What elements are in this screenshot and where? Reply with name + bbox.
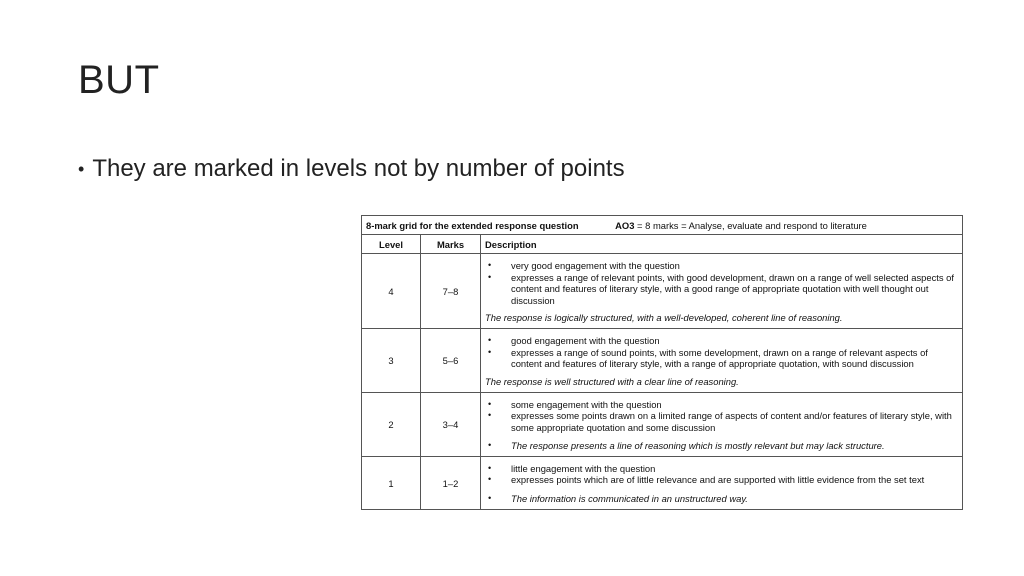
level-cell: 3 xyxy=(362,329,421,393)
table-row xyxy=(362,254,963,329)
column-header-description: Description xyxy=(481,235,963,254)
marks-cell: 1–2 xyxy=(421,457,481,510)
description-cell xyxy=(481,393,963,457)
table-row xyxy=(362,393,963,457)
list-item: • little engagement with the question xyxy=(485,463,958,475)
table-row xyxy=(362,329,963,393)
mark-grid-table xyxy=(361,215,963,510)
column-header-row xyxy=(362,235,963,254)
list-item: • expresses some points drawn on a limited range of aspects of content and/or features of literary style, with some appropriate quotation and some discussion xyxy=(485,410,958,433)
marks-cell: 5–6 xyxy=(421,329,481,393)
ao3-text: = 8 marks = Analyse, evaluate and respond to literature xyxy=(637,219,867,231)
marks-cell: 7–8 xyxy=(421,254,481,329)
description-cell xyxy=(481,457,963,510)
list-item: • very good engagement with the question xyxy=(485,260,958,272)
marks-cell: 3–4 xyxy=(421,393,481,457)
level-cell: 1 xyxy=(362,457,421,510)
bullet-point xyxy=(78,155,625,183)
level-cell: 2 xyxy=(362,393,421,457)
level-cell: 4 xyxy=(362,254,421,329)
reasoning-summary: • The information is communicated in an unstructured way. xyxy=(485,493,958,505)
reasoning-summary: The response is well structured with a clear line of reasoning. xyxy=(485,375,739,387)
description-cell xyxy=(481,329,963,393)
ao3-label: AO3 xyxy=(615,219,635,231)
reasoning-summary: • The response presents a line of reasoning which is mostly relevant but may lack structure. xyxy=(485,440,958,452)
list-item: • some engagement with the question xyxy=(485,399,958,411)
bullet-dot-icon: • xyxy=(78,158,85,179)
column-header-level: Level xyxy=(362,235,421,254)
list-item: • expresses a range of sound points, with some development, drawn on a range of relevant aspects of content and features of literary style, with a range of appropriate quotation, with sound discussion xyxy=(485,347,958,370)
grid-heading-row xyxy=(362,216,963,235)
slide-title: BUT xyxy=(78,58,160,102)
bullet-text: They are marked in levels not by number of points xyxy=(92,155,625,182)
reasoning-summary: The response is logically structured, with a well-developed, coherent line of reasoning. xyxy=(485,312,843,323)
column-header-marks: Marks xyxy=(421,235,481,254)
list-item: • expresses a range of relevant points, with good development, drawn on a range of well selected aspects of content and features of literary style, with a good range of appropriate quotation with well thought out discussion xyxy=(485,272,958,307)
description-cell xyxy=(481,254,963,329)
list-item: • expresses points which are of little relevance and are supported with little evidence from the set text xyxy=(485,474,958,486)
grid-heading: 8-mark grid for the extended response question xyxy=(366,219,579,231)
table-row xyxy=(362,457,963,510)
list-item: • good engagement with the question xyxy=(485,335,958,347)
